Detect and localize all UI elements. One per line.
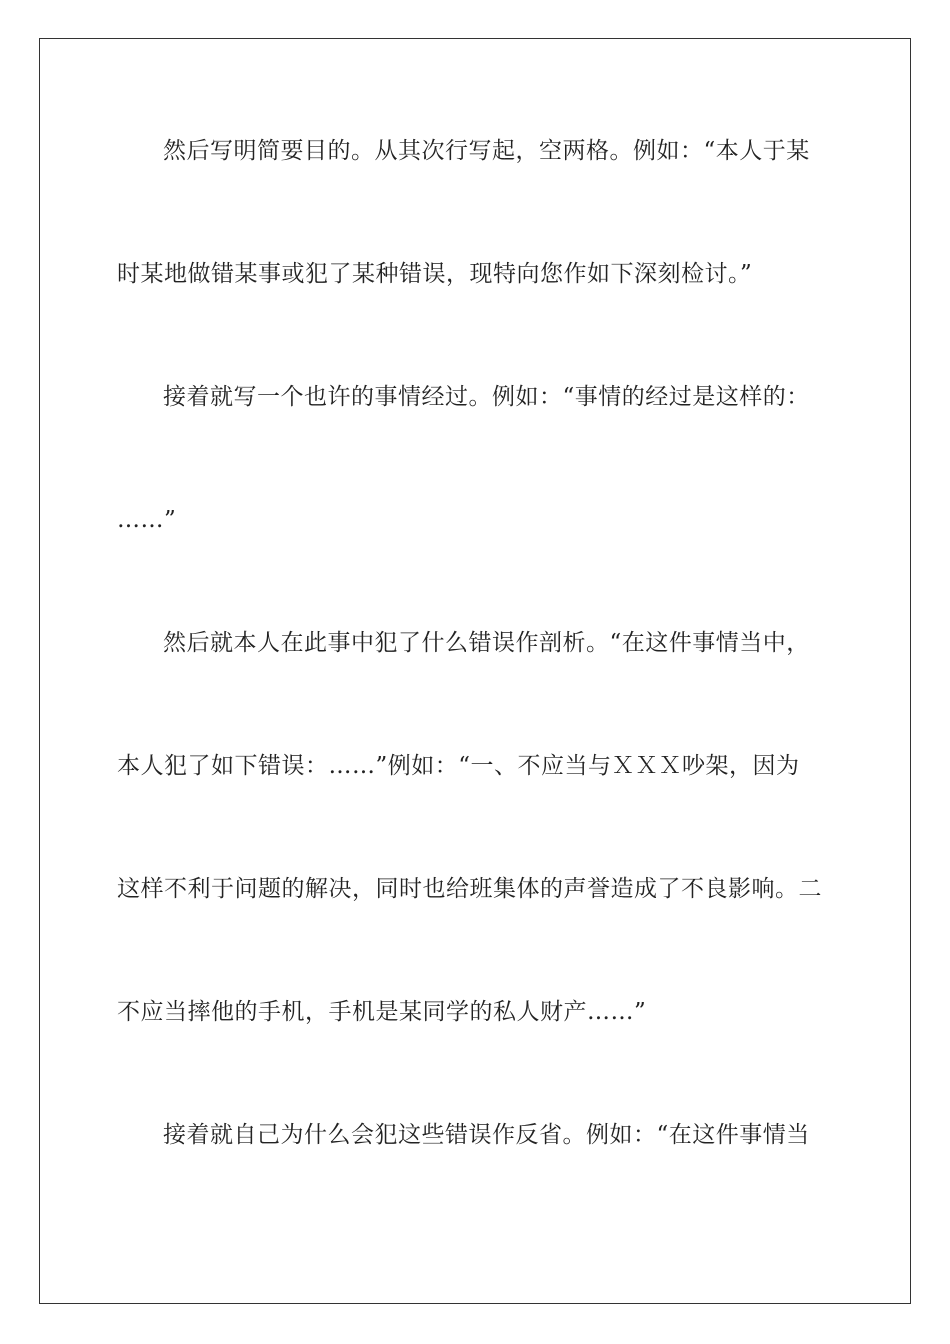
- paragraph-1-line-2: 时某地做错某事或犯了某种错误，现特向您作如下深刻检讨。”: [117, 261, 753, 287]
- paragraph-4-line-1: 接着就自己为什么会犯这些错误作反省。例如：“在这件事情当: [163, 1122, 810, 1148]
- paragraph-3-line-3: 这样不利于问题的解决，同时也给班集体的声誉造成了不良影响。二: [117, 876, 822, 902]
- paragraph-1-line-1: 然后写明简要目的。从其次行写起，空两格。例如：“本人于某: [163, 138, 810, 164]
- paragraph-2-line-1: 接着就写一个也许的事情经过。例如：“事情的经过是这样的：: [163, 384, 810, 410]
- paragraph-3-line-2: 本人犯了如下错误：……”例如：“一、不应当与ＸＸＸ吵架，因为: [117, 753, 800, 779]
- paragraph-3-line-4: 不应当摔他的手机，手机是某同学的私人财产……”: [117, 999, 647, 1025]
- paragraph-3-line-1: 然后就本人在此事中犯了什么错误作剖析。“在这件事情当中，: [163, 630, 810, 656]
- paragraph-2-line-2: ……”: [117, 507, 177, 533]
- page-border: [39, 38, 911, 1304]
